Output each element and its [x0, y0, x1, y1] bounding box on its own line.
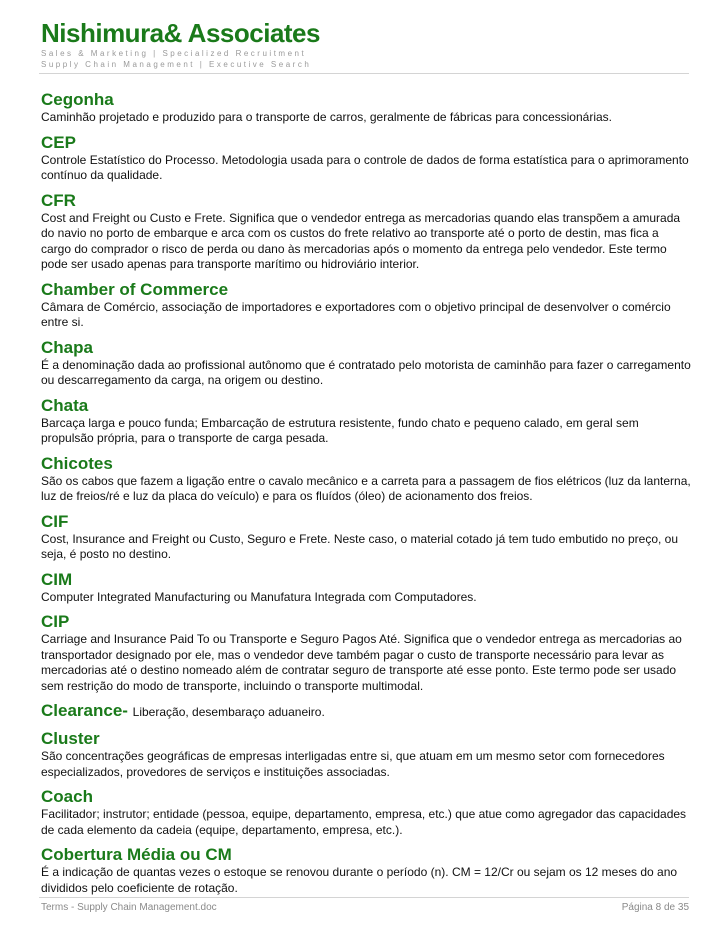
entry-definition: Cost, Insurance and Freight ou Custo, Seguro e Frete. Neste caso, o material cotado já tem tudo embutido no preço, ou seja, é posto no destino.: [41, 531, 679, 561]
company-name: Nishimura& Associates: [41, 18, 320, 48]
glossary-entry: [41, 787, 691, 838]
entry-term: CEP: [41, 132, 76, 152]
glossary-entry: [41, 701, 691, 722]
header-divider: [39, 73, 689, 74]
entry-definition: Câmara de Comércio, associação de importadores e exportadores com o objetivo principal de desenvolver o comércio entre si.: [41, 299, 671, 329]
entry-term: Cluster: [41, 729, 100, 748]
glossary-entry: [41, 512, 691, 563]
entry-term-inline: [41, 701, 691, 722]
entry-definition: É a indicação de quantas vezes o estoque se renovou durante o período (n). CM = 12/Cr ou sejam os 12 meses do ano divididos pelo coeficiente de rotação.: [41, 865, 678, 895]
glossary-entry: [41, 454, 691, 505]
glossary-entry: [41, 191, 691, 273]
entry-definition: Computer Integrated Manufacturing ou Manufatura Integrada com Computadores.: [41, 589, 477, 604]
entry-definition: Barcaça larga e pouco funda; Embarcação de estrutura resistente, fundo chato e pequeno calado, em geral sem propulsão própria, para o transporte de carga pesada.: [41, 415, 639, 445]
entry-definition: Liberação, desembaraço aduaneiro.: [132, 705, 325, 719]
glossary-entry: [41, 729, 691, 780]
entry-term: CIM: [41, 569, 73, 589]
entry-definition: Cost and Freight ou Custo e Frete. Significa que o vendedor entrega as mercadorias quando elas transpõem a amurada do navio no porto de embarque e arca com os custos do frete relativo ao transporte até o porto de destin, mas fica a cargo do comprador o risco de perda ou dano às mercadorias após o momento da entrega pelo vendedor. Este termo pode ser usado apenas para transporte marítimo ou hidroviário interior.: [41, 210, 681, 271]
tagline-line-1: Sales & Marketing | Specialized Recruitment: [41, 49, 307, 58]
tagline-line-2: Supply Chain Management | Executive Search: [41, 60, 312, 69]
entry-definition: Carriage and Insurance Paid To ou Transporte e Seguro Pagos Até. Significa que o vendedor entrega as mercadorias ao transportador designado por ele, mas o vendedor deve também pagar o custo de transporte necessário para levar as mercadorias até o destino nomeado além de contratar seguro de transporte até esse ponto. Este termo pode ser usado sem restrição do modo de transporte, incluindo o transporte multimodal.: [41, 632, 682, 693]
letterhead: [41, 18, 691, 70]
entry-term: Chapa: [41, 337, 93, 357]
footer-divider: [39, 897, 689, 898]
entry-term: Chicotes: [41, 453, 113, 473]
glossary-entry: [41, 133, 691, 184]
glossary-entry: [41, 845, 691, 896]
glossary-entry: [41, 338, 691, 389]
entry-term: Chamber of Commerce: [41, 279, 229, 299]
document-filename: Terms - Supply Chain Management.doc: [41, 902, 217, 913]
entry-definition: É a denominação dada ao profissional autônomo que é contratado pelo motorista de caminhão para fazer o carregamento ou descarregamento da carga, na origem ou destino.: [41, 357, 691, 387]
glossary-entry: [41, 570, 691, 606]
entry-term: Coach: [41, 787, 93, 806]
entry-definition: Controle Estatístico do Processo. Metodologia usada para o controle de dados de forma estatística para o aprimoramento contínuo da qualidade.: [41, 152, 689, 182]
entry-definition: Facilitador; instrutor; entidade (pessoa, equipe, departamento, empresa, etc.) que atue como agregador das capacidades de cada elemento da cadeia (equipe, departamento, empresa, etc.).: [41, 807, 687, 837]
entry-term-text: Clearance-: [41, 701, 128, 720]
entry-definition: Caminhão projetado e produzido para o transporte de carros, geralmente de fábricas para concessionárias.: [41, 110, 612, 124]
entry-term: Chata: [41, 395, 89, 415]
entry-definition: São os cabos que fazem a ligação entre o cavalo mecânico e a carreta para a passagem de fios elétricos (luz da lanterna, luz de freios/ré e luz da placa do veículo) e para os fluídos (óleo) de acionamento dos freios.: [41, 473, 691, 503]
entry-definition: São concentrações geográficas de empresas interligadas entre si, que atuam em um mesmo setor com fornecedores especializados, provedores de serviços e instituições associadas.: [41, 749, 665, 779]
entry-term: Cobertura Média ou CM: [41, 845, 232, 864]
page-footer: [41, 902, 689, 913]
glossary-entry: [41, 396, 691, 447]
entry-term: CIF: [41, 511, 69, 531]
entry-term: CFR: [41, 190, 76, 210]
entry-term: Cegonha: [41, 90, 114, 109]
glossary-entry: [41, 280, 691, 331]
entry-term: CIP: [41, 612, 70, 631]
glossary-entry: [41, 612, 691, 694]
glossary-body: [41, 90, 691, 903]
page-number: Página 8 de 35: [621, 902, 689, 913]
glossary-entry: [41, 90, 691, 126]
